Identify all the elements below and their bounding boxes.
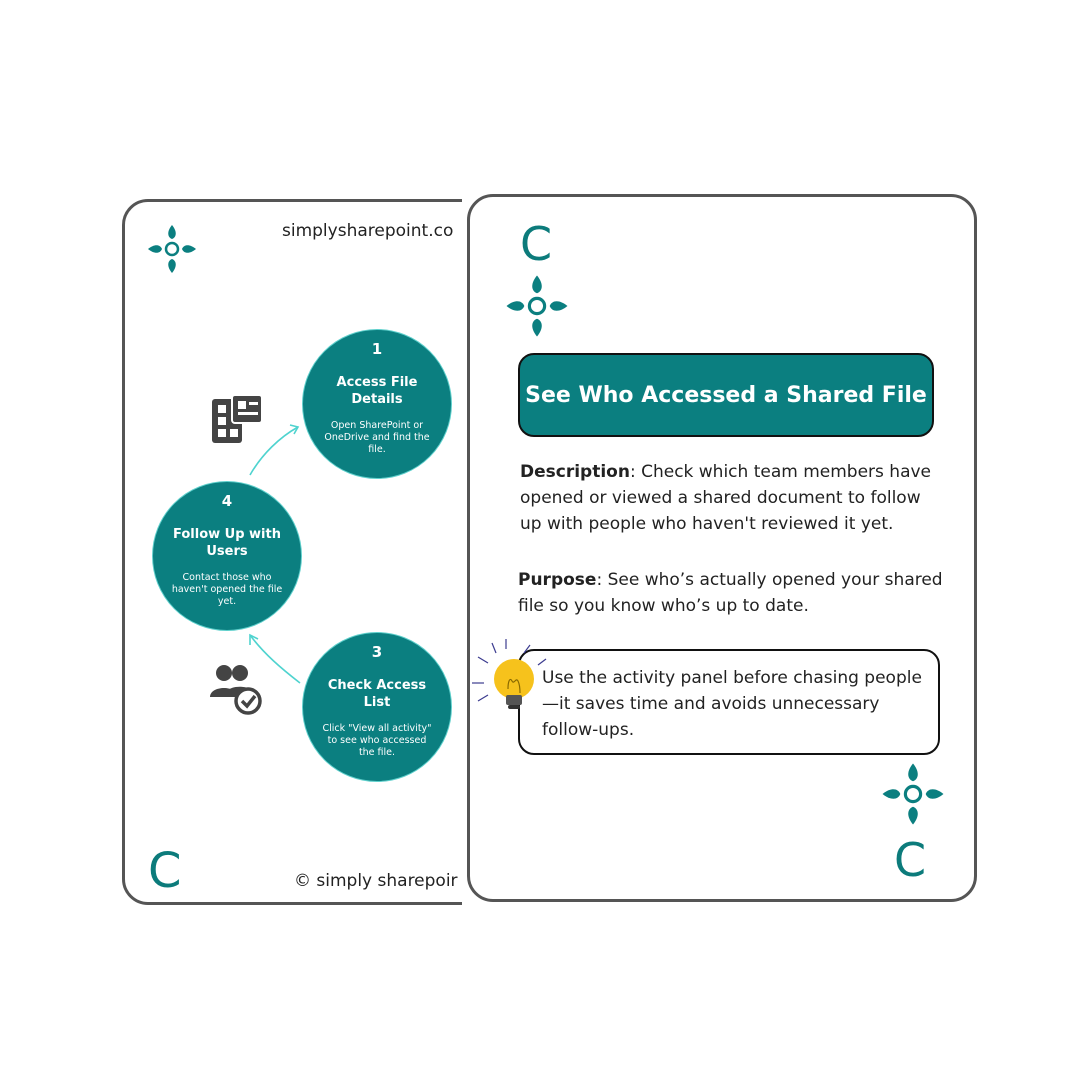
tip-text: Use the activity panel before chasing people—it saves time and avoids unnecessary follow-ups. [542,668,922,740]
step-description: Open SharePoint or OneDrive and find the file. [324,420,430,455]
suit-letter: C [148,843,182,899]
step-number: 4 [221,492,233,510]
step-circle-3 [302,632,452,782]
step-circle-1 [302,329,452,479]
description-text: : Check which team members have opened or viewed a shared document to follow up with people who haven't reviewed it yet. [520,462,932,534]
purpose-paragraph [518,567,948,619]
step-description: Contact those who haven't opened the file yet. [171,572,283,607]
tip-box [518,649,940,755]
step-title: Follow Up with Users [173,527,281,559]
step-description: Click "View all activity" to see who accessed the file. [322,723,432,758]
site-url: simplysharepoint.co [282,221,454,241]
right-card [467,194,977,902]
clover-suit-icon [880,761,946,827]
clover-suit-icon [504,273,570,339]
copyright-text: © simply sharepoir [294,871,458,891]
purpose-text: : See who’s actually opened your shared file so you know who’s up to date. [518,570,943,616]
step-number: 3 [371,643,383,661]
step-number: 1 [371,340,383,358]
step-title: Access File Details [336,375,418,407]
description-label: Description [520,462,630,482]
card-title-banner: See Who Accessed a Shared File [518,353,934,437]
left-card [122,199,462,909]
step-circle-4 [152,481,302,631]
lightbulb-icon [470,637,554,721]
step-title: Check Access List [327,678,427,710]
description-paragraph [520,459,940,537]
purpose-label: Purpose [518,570,597,590]
suit-letter-bottom: C [894,833,927,887]
suit-letter-top: C [520,217,553,271]
